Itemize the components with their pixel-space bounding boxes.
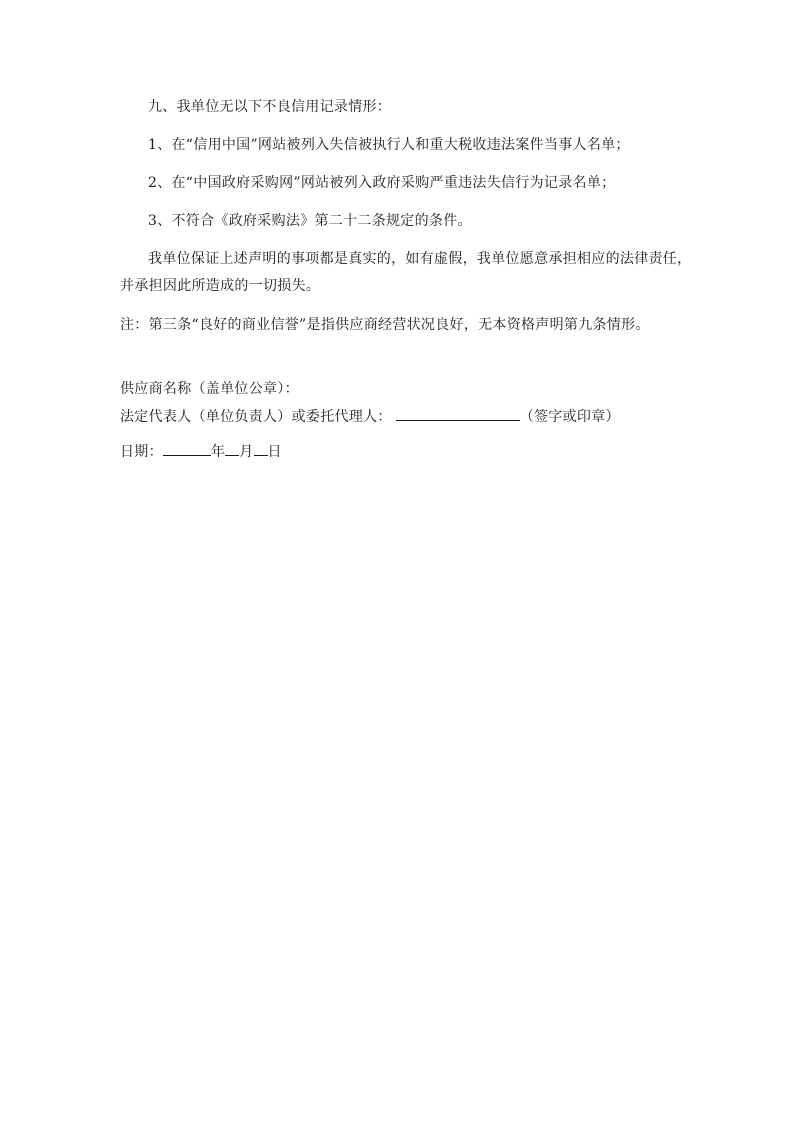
year-label: 年: [210, 444, 226, 460]
signature-blank[interactable]: [396, 406, 520, 421]
month-label: 月: [239, 444, 254, 460]
list-item-2: 2、在“中国政府采购网”网站被列入政府采购严重违法失信行为记录名单；: [148, 175, 616, 191]
section-heading: 九、我单位无以下不良信用记录情形：: [148, 99, 392, 115]
date-label: 日期：: [120, 444, 163, 460]
list-item-3: 3、不符合《政府采购法》第二十二条规定的条件。: [148, 213, 472, 229]
declaration-line-2: 并承担因此所造成的一切损失。: [120, 278, 321, 294]
day-label: 日: [267, 444, 282, 460]
date-line: [120, 441, 282, 461]
month-blank[interactable]: [225, 441, 239, 456]
note-text: 注：第三条“良好的商业信誉”是指供应商经营状况良好，无本资格声明第九条情形。: [120, 317, 650, 333]
list-item-1: 1、在“信用中国”网站被列入失信被执行人和重大税收违法案件当事人名单；: [148, 137, 630, 153]
year-blank[interactable]: [163, 441, 211, 456]
representative-label: 法定代表人（单位负责人）或委托代理人：: [120, 409, 392, 425]
supplier-name-label: 供应商名称（盖单位公章）：: [120, 381, 299, 397]
representative-suffix: （签字或印章）: [519, 409, 620, 425]
day-blank[interactable]: [254, 441, 268, 456]
declaration-line-1: 我单位保证上述声明的事项都是真实的，如有虚假，我单位愿意承担相应的法律责任，: [148, 251, 692, 267]
representative-line: [120, 406, 620, 426]
